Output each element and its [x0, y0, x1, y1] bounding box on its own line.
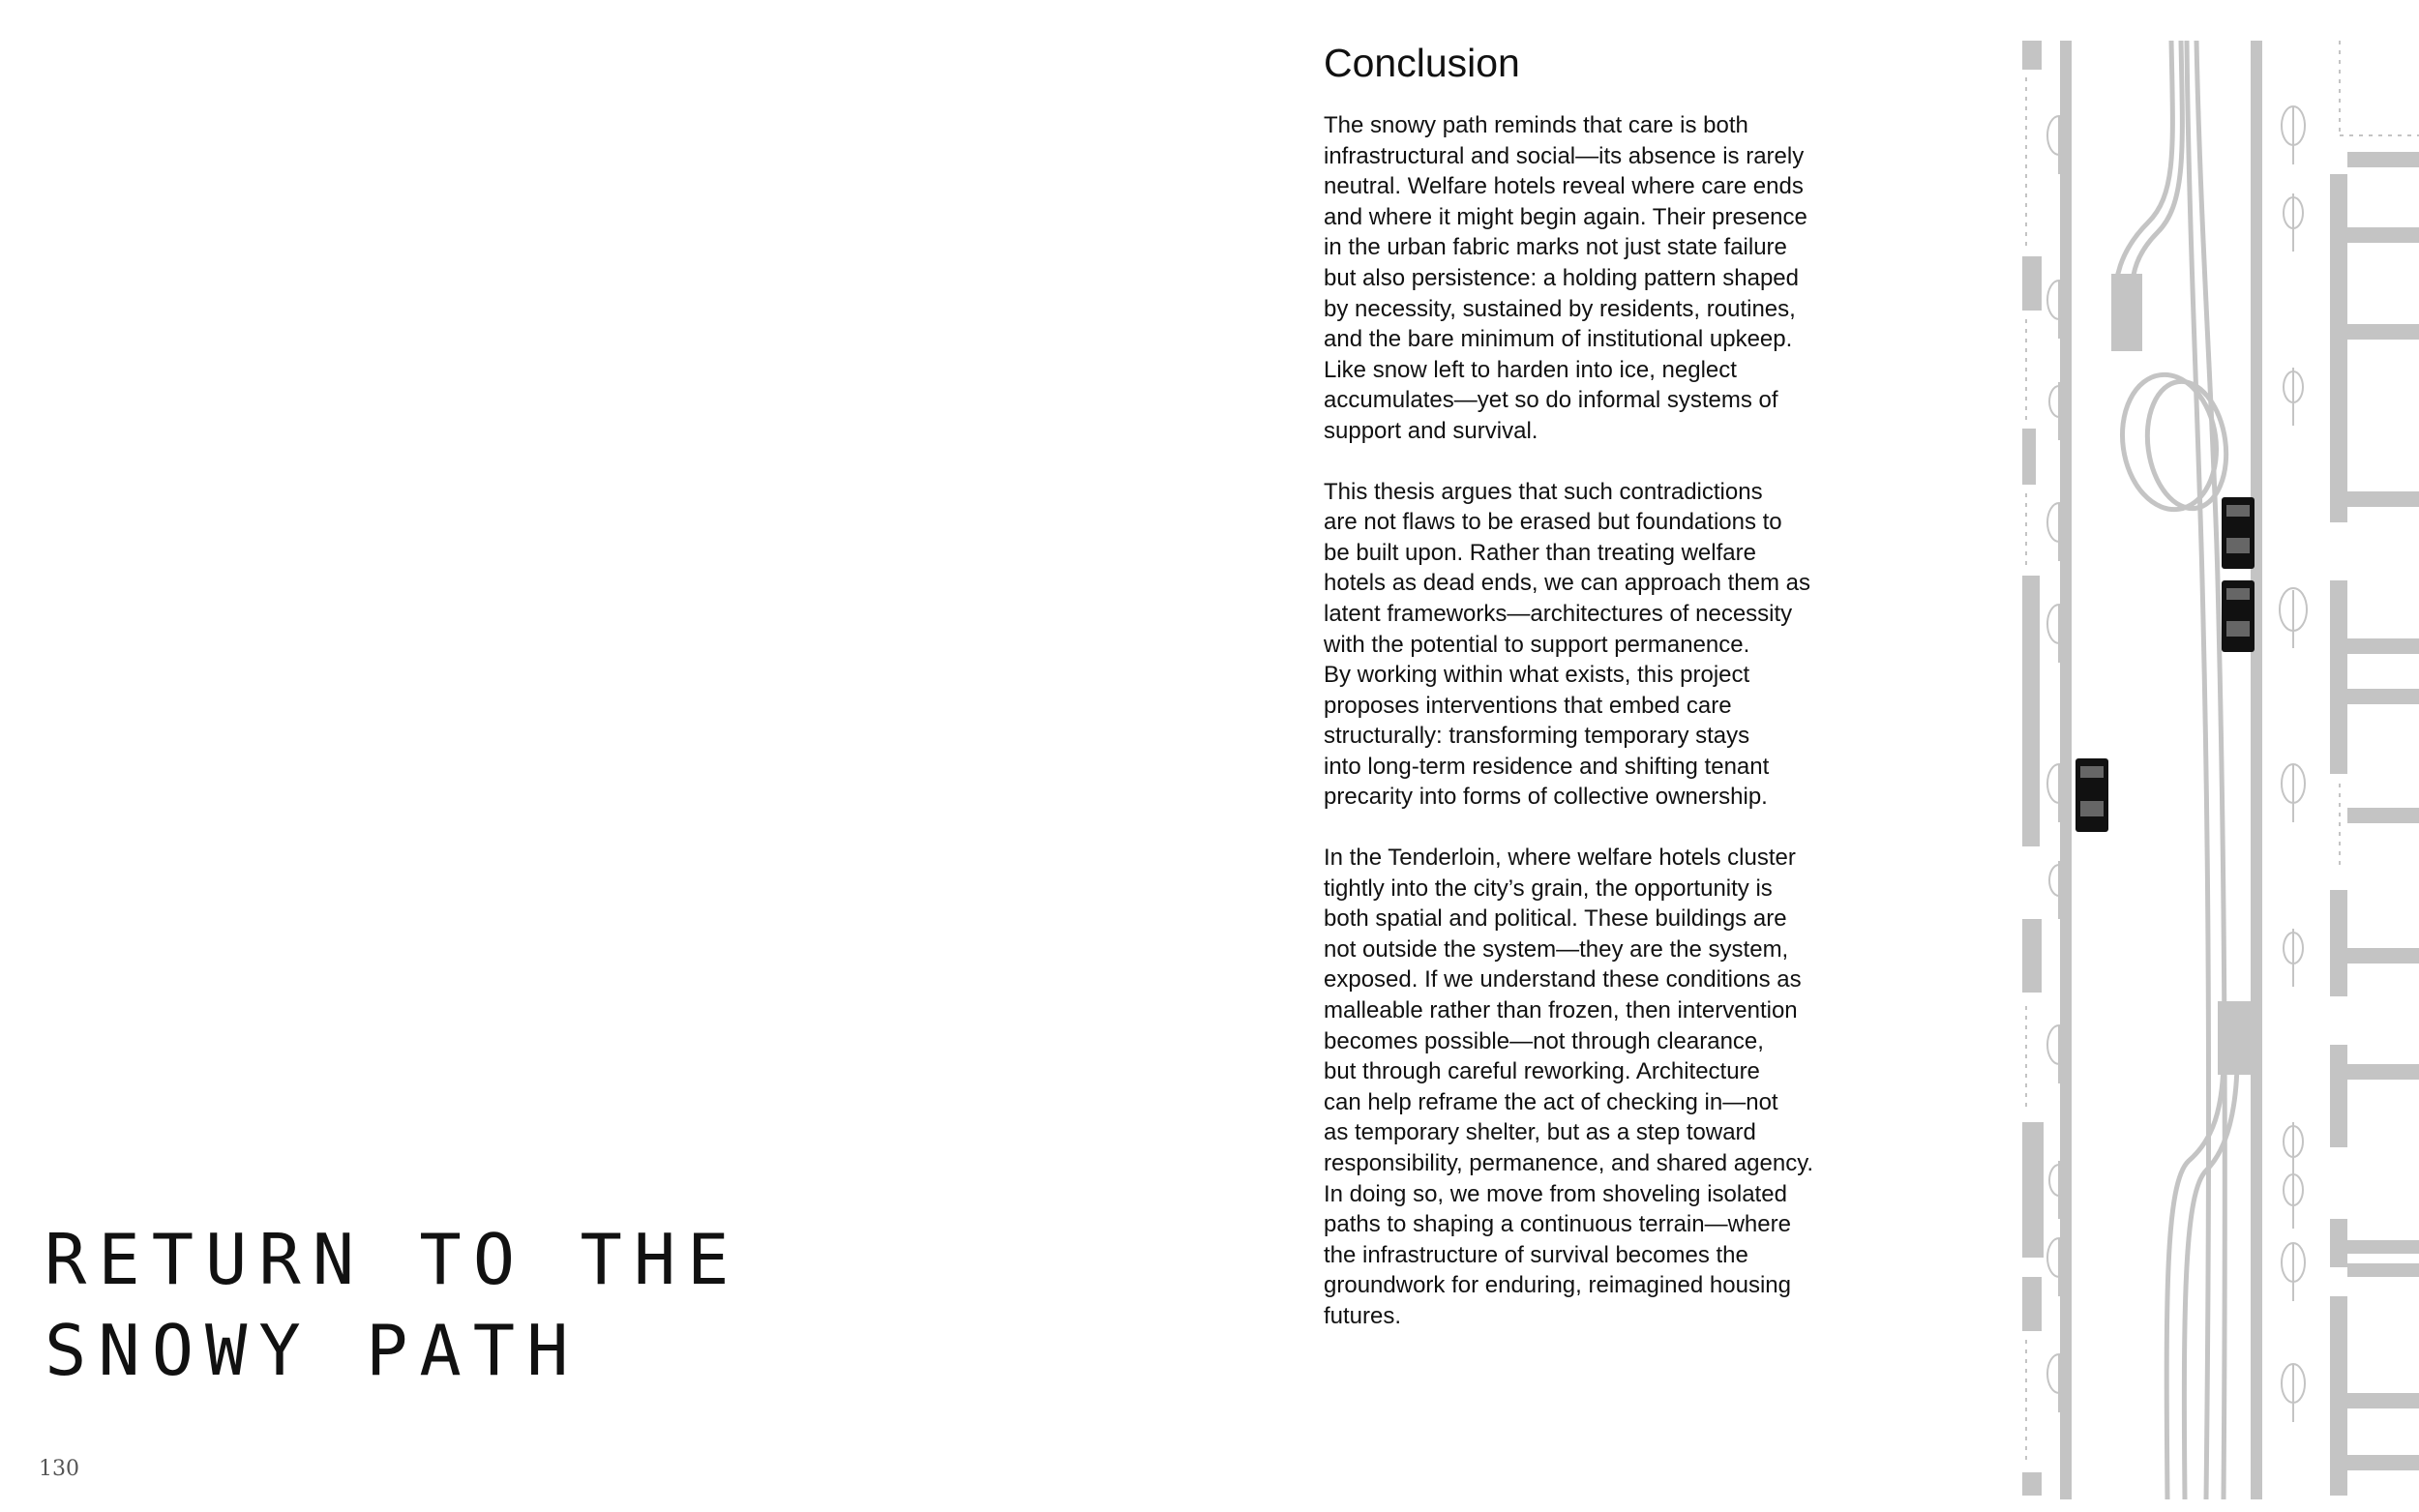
street-plan-drawing [2013, 39, 2419, 1499]
platform-south [2218, 1001, 2251, 1075]
car-2 [2222, 580, 2255, 652]
car-1 [2222, 497, 2255, 569]
chapter-title: RETURN TO THE SNOWY PATH [45, 1219, 741, 1391]
right-curb [2251, 41, 2262, 1499]
paragraph-2: This thesis argues that such contradictions are not flaws to be erased but foundations to be built upon. Rather than treating welfare hotels as dead ends, we can approach them as latent frameworks—architectures of necessity with the potential to support permanence. By working within what exists, this project proposes interventions that embed care structurally: transforming temporary stays into long-term residence and shifting tenant precarity into forms of collective ownership. [1324, 478, 1810, 811]
page-number: 130 [39, 1457, 79, 1481]
paragraph-3: In the Tenderloin, where welfare hotels cluster tightly into the city’s grain, the opportunity is both spatial and political. These buildings are not outside the system—they are the system, exposed. If we understand these conditions as malleable rather than frozen, then intervention becomes possible—not through clearance, but through careful reworking. Architecture can help reframe the act of checking in—not as temporary shelter, but as a step toward responsibility, permanence, and shared agency. In doing so, we move from shoveling isolated paths to shaping a continuous terrain—where the infrastructure of survival becomes the groundwork for enduring, reimagined housing futures. [1324, 845, 1814, 1329]
paragraph-1: The snowy path reminds that care is both infrastructural and social—its absence is rarely neutral. Welfare hotels reveal where care ends and where it might begin again. Their presence in the urban fabric marks not just state failure but also persistence: a holding pattern shaped by necessity, sustained by residents, routines, and the bare minimum of institutional upkeep. Like snow left to harden into ice, neglect accumulates—yet so do informal systems of support and survival. [1324, 112, 1807, 444]
section-heading: Conclusion [1324, 41, 1520, 85]
trees-right [2280, 106, 2307, 1422]
left-curb [2060, 41, 2072, 1499]
right-building-edge [2330, 152, 2419, 1496]
car-3 [2076, 758, 2108, 832]
platform-north [2111, 274, 2142, 351]
street-plan-svg [2013, 39, 2419, 1499]
conclusion-section [1324, 37, 1866, 1362]
left-building-edge [2022, 41, 2044, 1496]
rail-tracks [2114, 41, 2237, 1499]
